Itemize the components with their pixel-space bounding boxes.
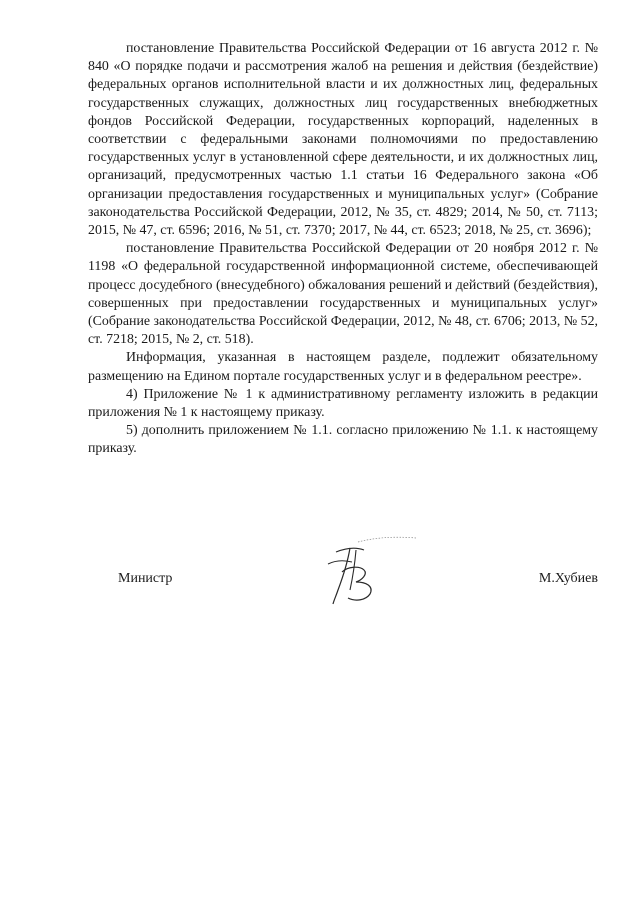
paragraph-decree-840: постановление Правительства Российской Федерации от 16 августа 2012 г. № 840 «О порядке подачи и рассмотрения жалоб на решения и действия (бездействие) федеральных органов исполнительной власти и их должностных лиц, федеральных государственных служащих, должностных лиц государственных внебюджетных фондов Российской Федерации, государственных корпораций, наделенных в соответствии с федеральными законами полномочиями по предоставлению государственных услуг в установленной сфере деятельности, и их должностных лиц, организаций, предусмотренных частью 1.1 статьи 16 Федерального закона «Об организации предоставления государственных и муниципальных услуг» (Собрание законодательства Российской Федерации, 2012, № 35, ст. 4829; 2014, № 50, ст. 7113; 2015, № 47, ст. 6596; 2016, № 51, ст. 7370; 2017, № 44, ст. 6523; 2018, № 25, ст. 3696); bbox=[88, 41, 598, 239]
signatory-name: М.Хубиев bbox=[538, 571, 598, 586]
paragraph-decree-1198: постановление Правительства Российской Федерации от 20 ноября 2012 г. № 1198 «О федеральной государственной информационной системе, обеспечивающей процесс досудебного (внесудебного) обжалования решений и действий (бездействия), совершенных при предоставлении государственных и муниципальных услуг» (Собрание законодательства Российской Федерации, 2012, № 48, ст. 6706; 2013, № 52, ст. 7218; 2015, № 2, ст. 518). bbox=[88, 241, 598, 348]
paragraph-information: Информация, указанная в настоящем разделе, подлежит обязательному размещению на Едином портале государственных услуг и в федеральном реестре». bbox=[88, 350, 598, 384]
signatory-title: Министр bbox=[118, 571, 173, 586]
paragraph-item-4: 4) Приложение № 1 к административному регламенту изложить в редакции приложения № 1 к настоящему приказу. bbox=[88, 386, 598, 421]
paragraph-item-5: 5) дополнить приложением № 1.1. согласно приложению № 1.1. к настоящему приказу. bbox=[88, 423, 598, 457]
signature-block bbox=[88, 530, 598, 620]
document-body bbox=[88, 40, 598, 459]
handwritten-signature bbox=[298, 530, 428, 610]
